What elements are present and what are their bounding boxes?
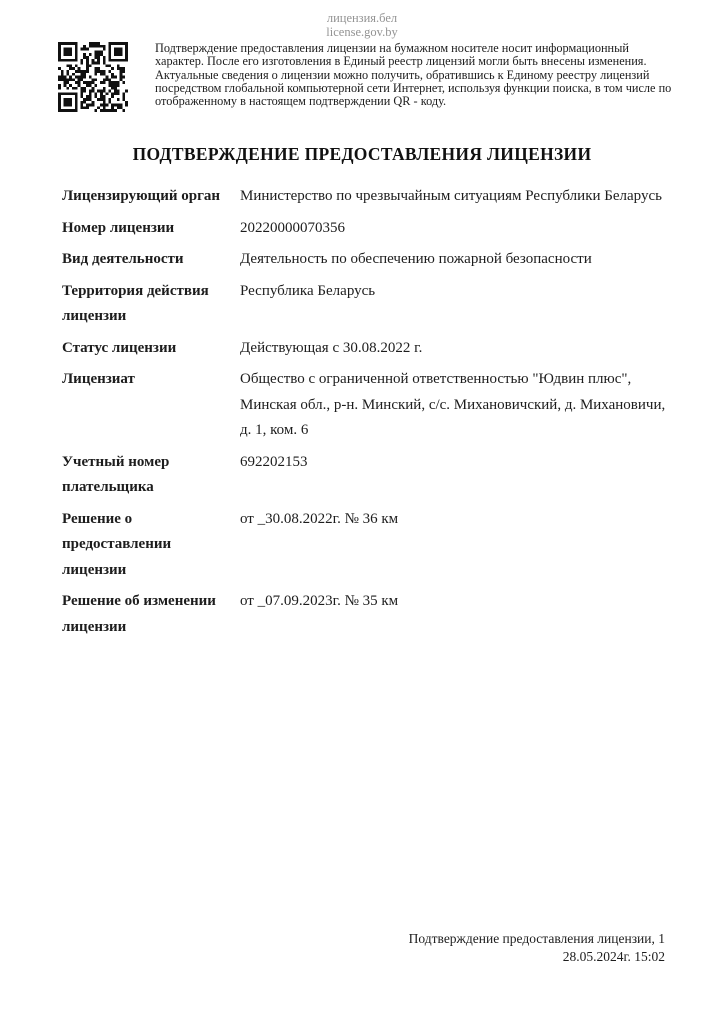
table-row — [62, 364, 666, 447]
row-label: Решение о предоставлении лицензии — [62, 510, 172, 578]
row-label: Решение об изменении лицензии — [62, 593, 216, 635]
row-label: Учетный номер плательщика — [62, 453, 170, 495]
footer-doc-ref: Подтверждение предоставления лицензии, 1 — [408, 931, 665, 946]
row-value: Действующая с 30.08.2022 г. — [240, 339, 423, 356]
row-value: 20220000070356 — [240, 219, 345, 236]
table-row — [62, 504, 666, 587]
notice-text — [155, 42, 679, 108]
row-value: Общество с ограниченной ответственностью "Юдвин плюс", Минская обл., р-н. Минский, с/с. Михановичский, д. Михановичи, д. 1, ком. 6 — [240, 371, 666, 438]
table-row — [62, 181, 666, 213]
row-value: от _07.09.2023г. № 35 км — [240, 593, 399, 609]
table-row — [62, 276, 666, 333]
site-url: license.gov.by — [326, 25, 398, 39]
row-label: Статус лицензии — [62, 339, 177, 356]
notice-paragraph-1: Подтверждение предоставления лицензии на бумажном носителе носит информационный характер. После его изготовления в Единый реестр лицензий могли быть внесены изменения. — [155, 41, 647, 69]
row-label: Вид деятельности — [62, 251, 184, 267]
row-value: Министерство по чрезвычайным ситуациям Республики Беларусь — [240, 188, 662, 204]
table-row — [62, 333, 666, 365]
table-row — [62, 447, 666, 504]
row-label: Номер лицензии — [62, 219, 175, 236]
site-name: лицензия.бел — [326, 11, 398, 25]
table-row — [62, 586, 666, 643]
row-value: Республика Беларусь — [240, 282, 376, 299]
row-label: Территория действия лицензии — [62, 282, 209, 324]
site-header — [0, 11, 724, 39]
license-table — [62, 181, 666, 643]
notice-paragraph-2: Актуальные сведения о лицензии можно получить, обратившись к Единому реестру лицензий посредством глобальной компьютерной сети Интернет, используя функции поиска, в том числе по отображенному в настоящем подтверждении QR - коду. — [155, 67, 672, 109]
row-label: Лицензирующий орган — [62, 188, 221, 204]
table-row — [62, 213, 666, 245]
table-row — [62, 244, 666, 276]
row-value: Деятельность по обеспечению пожарной безопасности — [240, 251, 592, 267]
footer-timestamp: 28.05.2024г. 15:02 — [562, 949, 665, 964]
page-title: ПОДТВЕРЖДЕНИЕ ПРЕДОСТАВЛЕНИЯ ЛИЦЕНЗИИ — [132, 144, 592, 164]
qr-code-image — [58, 42, 128, 112]
qr-code-icon — [58, 42, 128, 112]
page-footer — [409, 930, 665, 966]
row-value: 692202153 — [240, 453, 308, 470]
row-label: Лицензиат — [62, 371, 135, 387]
row-value: от _30.08.2022г. № 36 км — [240, 510, 399, 527]
